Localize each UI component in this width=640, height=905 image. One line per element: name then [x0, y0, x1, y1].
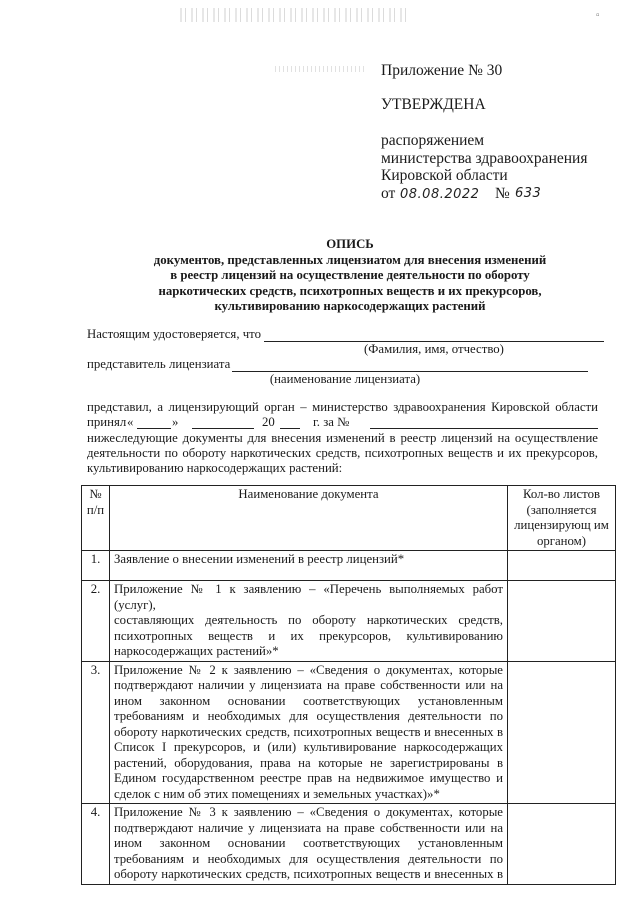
- row-text-line: ином законном основании соответствующих установленным: [114, 693, 503, 708]
- document-title-line-4: культивированию наркосодержащих растений: [214, 299, 486, 313]
- document-title-line-3: наркотических средств, психотропных веществ и их прекурсоров,: [158, 284, 542, 298]
- row-text-line: Приложение № 2 к заявлению – «Сведения о документах, которые: [114, 662, 503, 677]
- row-text-line: требованиям и необходимых для осуществления деятельности по: [114, 851, 503, 866]
- scan-corner-mark: ▫: [596, 10, 600, 21]
- month-input-line[interactable]: [192, 428, 254, 429]
- documents-table: [81, 485, 616, 885]
- row-text-line: обороту наркотических средств, психотропных веществ и внесенных в: [114, 724, 503, 739]
- row-text-line: ином законном основании соответствующих установленным: [114, 836, 503, 850]
- row-text-line: Заявление о внесении изменений в реестр лицензий*: [114, 552, 405, 566]
- paragraph-line-1: представил, а лицензирующий орган – министерство здравоохранения Кировской области: [87, 400, 598, 414]
- day-input-line[interactable]: [137, 428, 171, 429]
- row-text-line: психотропных веществ и их прекурсоров, культивированию: [114, 628, 503, 643]
- table-row: [82, 551, 616, 581]
- quote-open: «: [127, 415, 134, 429]
- approved-by-line-3: Кировской области: [381, 167, 508, 184]
- row-text-line: Список I прекурсоров, и (или) культивирование наркосодержащих: [114, 740, 503, 754]
- row-text-line: растений, оборудования, права на которые не зарегистрированы в: [114, 755, 503, 770]
- header-document-name: Наименование документа: [110, 486, 508, 551]
- scan-noise-top: [180, 8, 410, 22]
- row-document: [110, 804, 508, 885]
- year-input-line[interactable]: [280, 428, 300, 429]
- reg-number-input-line[interactable]: [370, 428, 598, 429]
- row-sheet-count-cell[interactable]: [508, 661, 616, 804]
- number-prefix: №: [495, 185, 510, 202]
- quote-close: »: [172, 415, 179, 429]
- table-row: [82, 804, 616, 885]
- date-prefix: от: [381, 185, 396, 202]
- licensee-caption: (наименование лицензиата): [269, 372, 421, 386]
- row-num: 3.: [82, 661, 110, 804]
- row-document: [110, 551, 508, 581]
- approved-stamp: УТВЕРЖДЕНА: [381, 96, 486, 113]
- document-title-line-2: в реестр лицензий на осуществление деятельности по обороту: [170, 268, 530, 282]
- table-row: [82, 581, 616, 662]
- scan-noise-header: [275, 66, 365, 72]
- row-text-line: Приложение № 1 к заявлению – «Перечень выполняемых работ (услуг),: [114, 582, 503, 612]
- certify-label: Настоящим удостоверяется, что: [87, 327, 261, 341]
- document-title-line-1: документов, представленных лицензиатом для внесения изменений: [153, 253, 547, 267]
- paragraph-line-3: деятельности по обороту наркотических средств, психотропных веществ и их прекурсоров,: [87, 446, 598, 460]
- accepted-label: принял: [87, 415, 127, 429]
- row-text-line: обороту наркотических средств, психотропных веществ и внесенных в: [114, 867, 503, 881]
- row-document: [110, 661, 508, 804]
- row-text-line: требованиям и необходимых для осуществления деятельности по: [114, 709, 503, 723]
- header-num: № п/п: [82, 486, 110, 551]
- year-prefix: 20: [262, 415, 275, 429]
- row-sheet-count-cell[interactable]: [508, 804, 616, 885]
- row-text-line: сделок с ним об этих помещениях и земельных участках)»*: [114, 786, 440, 801]
- table-row: [82, 661, 616, 804]
- row-text-line: наркосодержащих растений»*: [114, 644, 279, 658]
- paragraph-line-4: культивированию наркосодержащих растений:: [87, 461, 343, 475]
- approved-by-line-1: распоряжением: [381, 132, 485, 149]
- row-document: [110, 581, 508, 662]
- row-text-line: Едином государственном реестре прав на недвижимое имущество и: [114, 771, 503, 785]
- paragraph-line-2: нижеследующие документы для внесения изменений в реестр лицензий на осуществление: [87, 431, 598, 445]
- row-sheet-count-cell[interactable]: [508, 581, 616, 662]
- representative-label: представитель лицензиата: [87, 357, 231, 371]
- row-num: 2.: [82, 581, 110, 662]
- row-text-line: подтверждают наличие у лицензиата на праве собственности или на: [114, 820, 503, 835]
- year-suffix: г. за №: [313, 415, 350, 429]
- row-num: 1.: [82, 551, 110, 581]
- appendix-number: Приложение № 30: [381, 62, 503, 79]
- approved-by-line-2: министерства здравоохранения: [381, 150, 588, 167]
- row-text-line: подтверждают наличии у лицензиата на праве собственности или на: [114, 678, 503, 692]
- handwritten-date: 08.08.2022: [400, 187, 480, 202]
- row-text-line: составляющих деятельность по обороту наркотических средств,: [114, 613, 503, 627]
- row-num: 4.: [82, 804, 110, 885]
- row-sheet-count-cell[interactable]: [508, 551, 616, 581]
- document-title-word: ОПИСЬ: [326, 237, 374, 251]
- table-header-row: [82, 486, 616, 551]
- handwritten-number: 633: [515, 186, 542, 201]
- row-text-line: Приложение № 3 к заявлению – «Сведения о документах, которые: [114, 805, 503, 819]
- fio-caption: (Фамилия, имя, отчество): [364, 342, 504, 356]
- header-sheet-count: Кол-во листов (заполняется лицензирующ им органом): [508, 486, 616, 551]
